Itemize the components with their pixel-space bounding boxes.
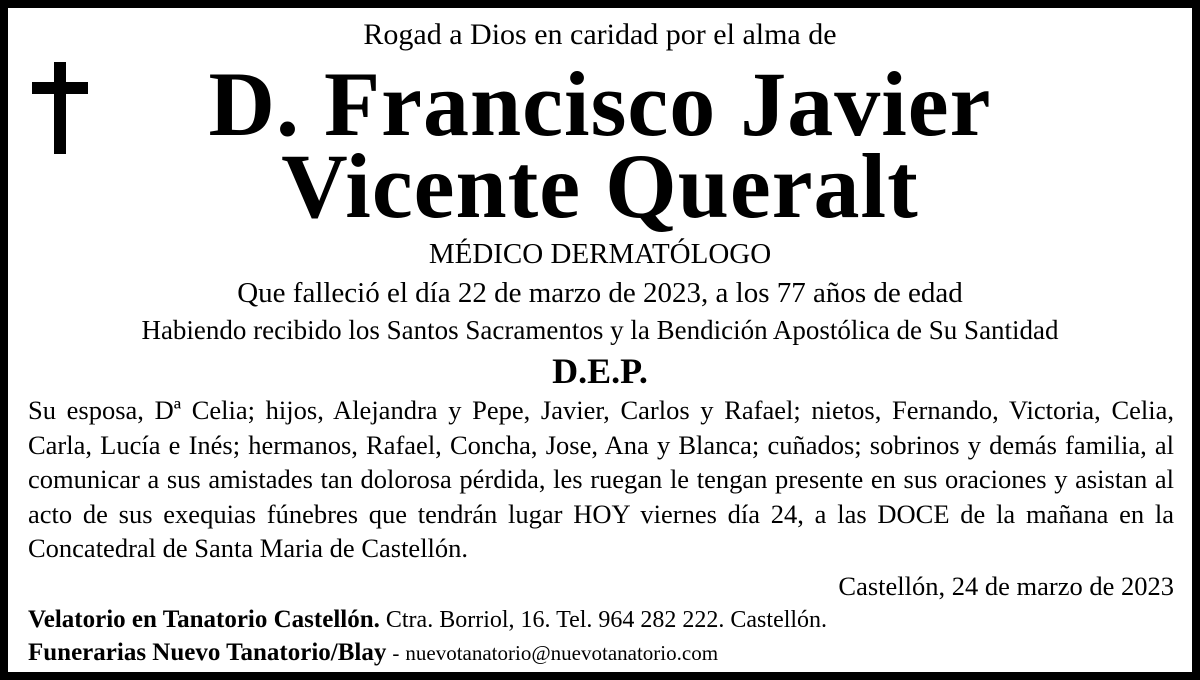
- intro-text: Rogad a Dios en caridad por el alma de: [363, 18, 837, 51]
- funeral-home-email[interactable]: nuevotanatorio@nuevotanatorio.com: [405, 641, 719, 665]
- family-announcement: Su esposa, Dª Celia; hijos, Alejandra y Pepe, Javier, Carlos y Rafael; nietos, Fernando, Victoria, Celia, Carla, Lucía e Inés; hermanos, Rafael, Concha, Jose, Ana y Blanca; cuñados; sobrinos y demás familia, al comunicar a sus amistades tan dolorosa pérdida, les ruegan le tengan presente en sus oraciones y asistan al acto de sus exequias fúnebres que tendrán lugar HOY viernes día 24, a las DOCE de la mañana en la Concatedral de Santa Maria de Castellón.: [28, 395, 1174, 563]
- wake-address: Ctra. Borriol, 16. Tel. 964 282 222. Castellón.: [385, 607, 828, 633]
- wake-label: Velatorio en Tanatorio Castellón.: [28, 606, 380, 633]
- profession: MÉDICO DERMATÓLOGO: [428, 238, 772, 270]
- death-date-line: Que falleció el día 22 de marzo de 2023, a los 77 años de edad: [237, 277, 963, 309]
- funeral-home-info: [28, 638, 718, 668]
- deceased-name-line2: Vicente Queralt: [281, 135, 919, 237]
- dep-heading: D.E.P.: [552, 351, 648, 391]
- deceased-name-line1: D. Francisco Javier: [208, 53, 992, 155]
- funeral-home-name: Funerarias Nuevo Tanatorio/Blay: [28, 639, 387, 666]
- separator: -: [392, 641, 400, 665]
- wake-info: [28, 605, 827, 635]
- place-date-line: Castellón, 24 de marzo de 2023: [838, 571, 1174, 601]
- sacraments-line: Habiendo recibido los Santos Sacramentos y la Bendición Apostólica de Su Santidad: [141, 315, 1059, 345]
